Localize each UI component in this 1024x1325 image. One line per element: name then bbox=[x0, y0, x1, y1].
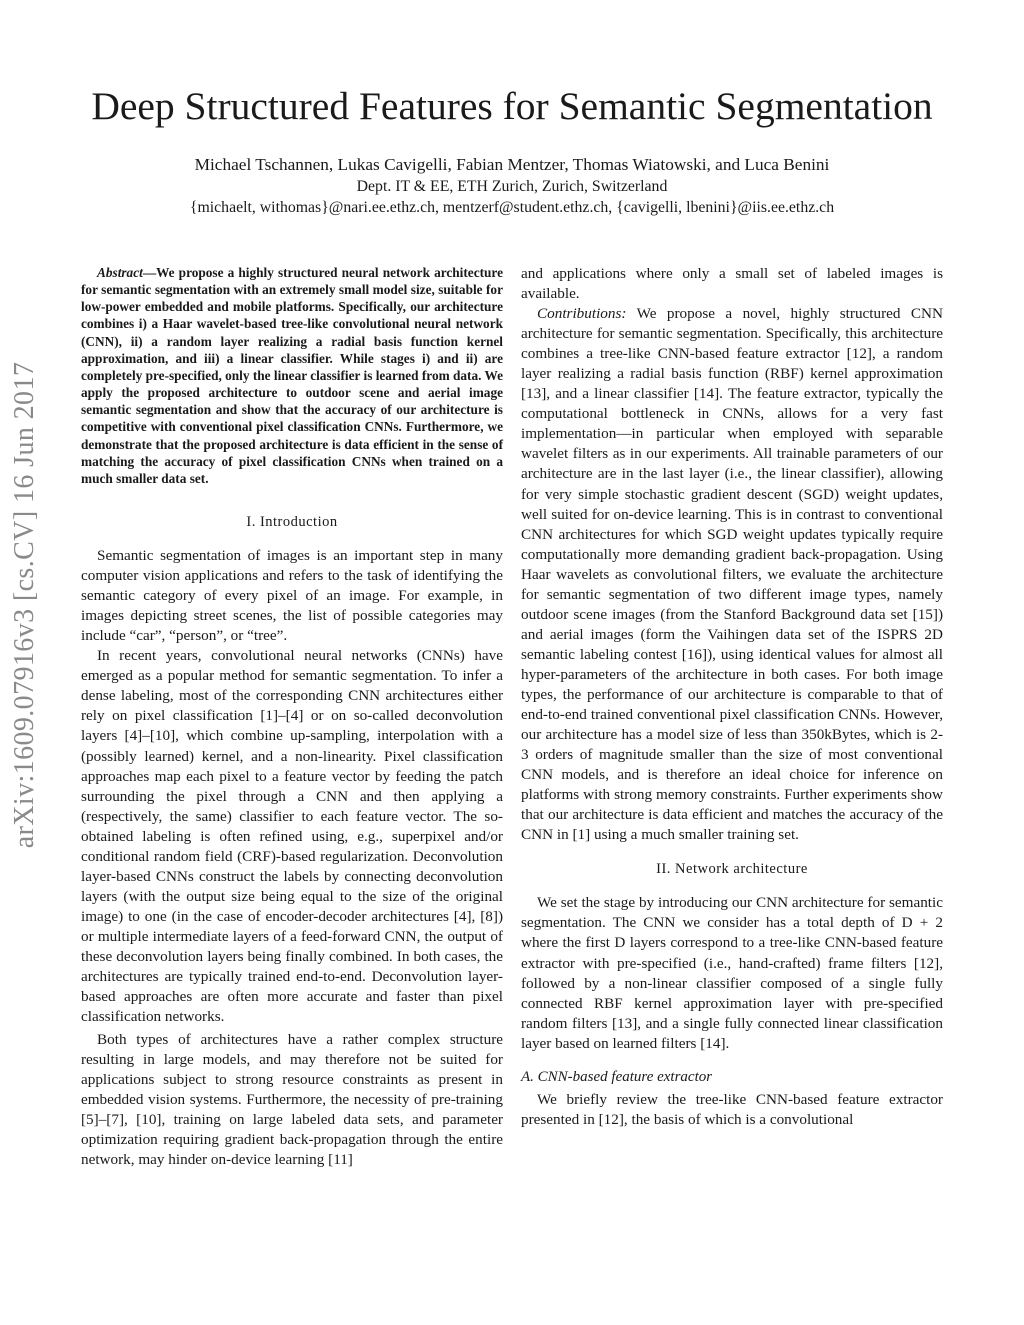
contributions-text: We propose a novel, highly structured CNN architecture for semantic segmentation. Specifically, this architecture combines a tree-like CNN-based feature extractor [12], a random layer realizing a radial basis function (RBF) kernel approximation [13], and a linear classifier [14]. The feature extractor, typically the computational bottleneck in CNNs, allows for a very fast implementation—in particular when employed with separable wavelet filters as in our experiments. All trainable parameters of our architecture are in the last layer (i.e., the linear classifier), allowing for very simple stochastic gradient descent (SGD) weight updates, well suited for on-device learning. This is in contrast to conventional CNN architectures for which SGD weight updates typically require computationally more demanding gradient back-propagation. Using Haar wavelets as convolutional filters, we evaluate the architecture for semantic segmentation of two different image types, namely outdoor scene images (from the Stanford Background data set [15]) and aerial images (form the Vaihingen data set of the ISPRS 2D semantic labeling contest [16]), using identical values for almost all hyper-parameters of the architecture in both cases. For both image types, the performance of our architecture is comparable to that of end-to-end trained conventional pixel classification CNNs. However, our architecture has a model size of less than 350kBytes, which is 2-3 orders of magnitude smaller than the size of most conventional CNN models, and is therefore an ideal choice for inference on platforms with strong memory constraints. Further experiments show that our architecture is data efficient and matches the accuracy of the CNN in [1] using a much smaller training set. bbox=[521, 305, 943, 844]
author-emails: {michaelt, withomas}@nari.ee.ethz.ch, mentzerf@student.ethz.ch, {cavigelli, lbenini}@iis.ee.ethz.ch bbox=[189, 199, 835, 216]
contributions-paragraph bbox=[521, 304, 943, 845]
abstract-text: —We propose a highly structured neural network architecture for semantic segmentation with an extremely small model size, suitable for low-power embedded and mobile platforms. Specifically, our architecture combines i) a Haar wavelet-based tree-like convolutional neural network (CNN), ii) a random layer realizing a radial basis function kernel approximation, and iii) a linear classifier. While stages i) and ii) are completely pre-specified, only the linear classifier is learned from data. We apply the proposed architecture to outdoor scene and aerial image semantic segmentation and show that the accuracy of our architecture is competitive with conventional pixel classification CNNs. Furthermore, we demonstrate that the proposed architecture is data efficient in the sense of matching the accuracy of pixel classification CNNs when trained on a much smaller data set. bbox=[81, 265, 504, 486]
intro-paragraph-3: Both types of architectures have a rather complex structure resulting in large models, and may therefore not be suited for applications subject to strong resource constraints as present in embedded vision systems. Furthermore, the necessity of pre-training [5]–[7], [10], training on large labeled data sets, and parameter optimization requiring gradient back-propagation through the entire network, may hinder on-device learning [11] bbox=[81, 1031, 503, 1169]
abstract-label: Abstract bbox=[97, 265, 143, 280]
abstract bbox=[81, 264, 503, 487]
intro-paragraph-1: Semantic segmentation of images is an important step in many computer vision applications and refers to the task of identifying the semantic category of every pixel of an image. For example, in images depicting street scenes, the list of possible categories may include “car”, “person”, or “tree”. bbox=[81, 547, 503, 645]
network-paragraph: We set the stage by introducing our CNN architecture for semantic segmentation. The CNN we consider has a total depth of D + 2 where the first D layers correspond to a tree-like CNN-based feature extractor with pre-specified (i.e., hand-crafted) frame filters [12], followed by a non-linear classifier composed of a single fully connected RBF kernel approximation layer with pre-specified random filters [13], and a single fully connected linear classification layer based on learned filters [14]. bbox=[521, 894, 943, 1052]
arxiv-id-text: arXiv:1609.07916v3 [cs.CV] 16 Jun 2017 bbox=[9, 361, 40, 849]
affiliation: Dept. IT & EE, ETH Zurich, Zurich, Switzerland bbox=[356, 178, 668, 195]
left-column bbox=[81, 264, 503, 1170]
feature-extractor-paragraph: We briefly review the tree-like CNN-based feature extractor presented in [12], the basis of which is a convolutional bbox=[521, 1090, 943, 1128]
intro-paragraph-2: In recent years, convolutional neural networks (CNNs) have emerged as a popular method for semantic segmentation. To infer a dense labeling, most of the corresponding CNN architectures either rely on pixel classification [1]–[4] or on so-called deconvolution layers [4]–[10], which combine up-sampling, interpolation with a (possibly learned) kernel, and a non-linearity. Pixel classification approaches map each pixel to a feature vector by feeding the patch surrounding the pixel through a CNN and then applying a (respectively, the same) classifier to each feature vector. The so-obtained labeling is often refined using, e.g., superpixel and/or conditional random field (CRF)-based regularization. Deconvolution layer-based CNNs construct the labels by connecting deconvolution layers (with the output size being equal to the size of the original image) to one (in the case of encoder-decoder architectures [4], [8]) or multiple intermediate layers of a feed-forward CNN, the output of these deconvolution layers being finally combined. In both cases, the architectures are typically trained end-to-end. Deconvolution layer-based approaches are often more accurate and faster than pixel classification networks. bbox=[81, 647, 503, 1026]
section-1-title: I. Introduction bbox=[246, 514, 338, 531]
intro-continuation: and applications where only a small set of labeled images is available. bbox=[521, 265, 943, 303]
author-list: Michael Tschannen, Lukas Cavigelli, Fabian Mentzer, Thomas Wiatowski, and Luca Benini bbox=[194, 155, 830, 174]
contributions-label: Contributions: bbox=[537, 305, 627, 323]
section-2-title: II. Network architecture bbox=[656, 861, 808, 878]
subsection-a-title: A. CNN-based feature extractor bbox=[521, 1068, 713, 1085]
right-column bbox=[521, 264, 943, 1130]
paper-title: Deep Structured Features for Semantic Segmentation bbox=[91, 84, 933, 128]
arxiv-identifier-stamp bbox=[0, 0, 50, 1325]
